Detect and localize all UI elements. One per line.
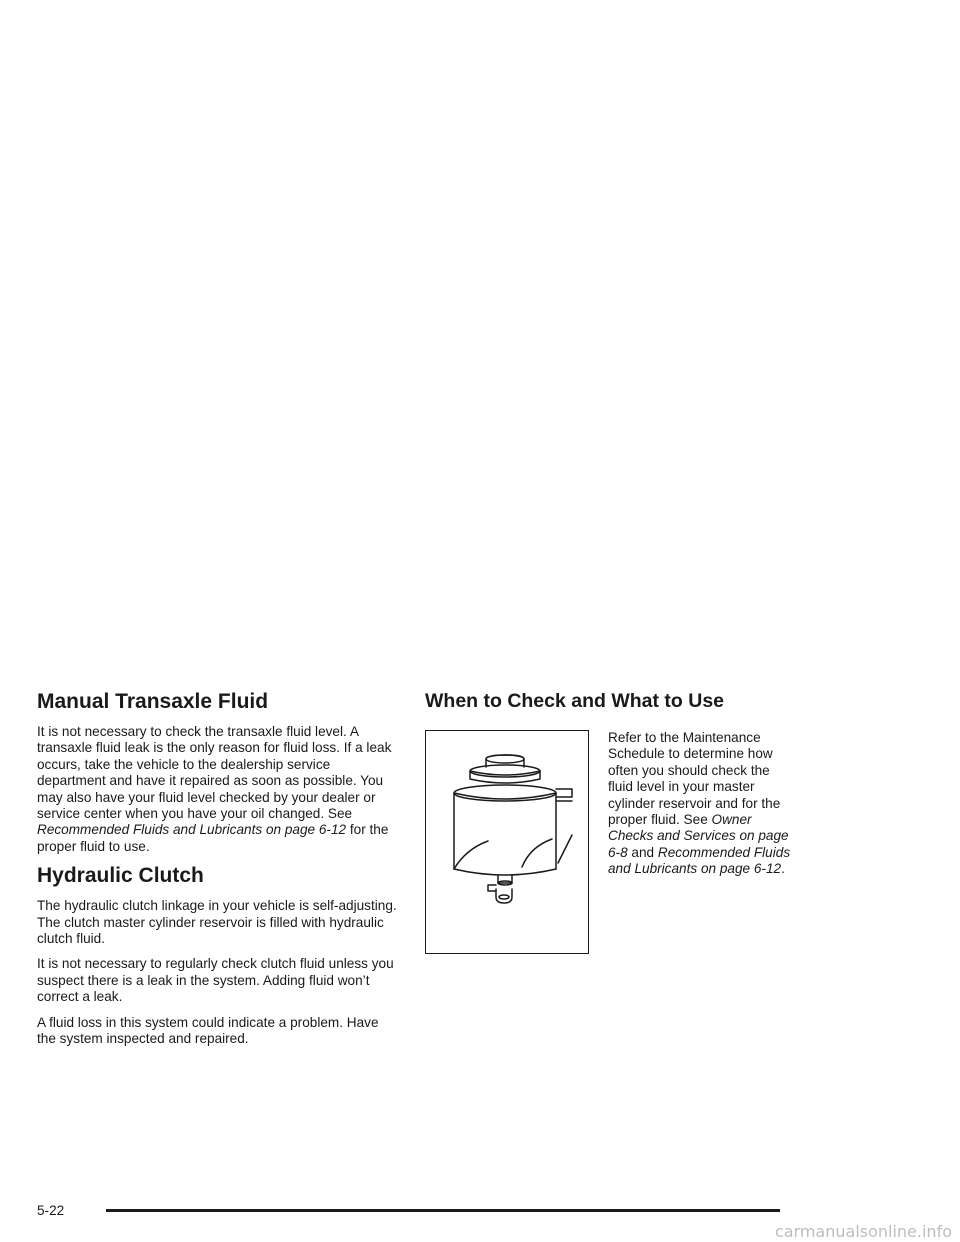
when-to-check-text [608,730,798,878]
recommended-fluids-link[interactable]: Recommended Fluids and Lubricants on page 6-12 [608,844,791,877]
hydraulic-clutch-paragraph-3: A fluid loss in this system could indicate a problem. Have the system inspected and repaired. [37,1014,379,1047]
when-to-check-intro: Refer to the Maintenance Schedule to determine how often you should check the fluid level in your master cylinder reservoir and for the proper fluid. See [608,730,781,828]
clutch-reservoir-icon [426,731,588,953]
page-number: 5-22 [37,1203,65,1218]
manual-transaxle-heading: Manual Transaxle Fluid [37,690,269,713]
and-connector: and [627,844,658,860]
manual-transaxle-text: It is not necessary to check the transaxle fluid level. A transaxle fluid leak is the only reason for fluid loss. If a leak occurs, take the vehicle to the dealership service department and have it repaired as soon as possible. You may also have your fluid level checked by your dealer or service center when you have your oil changed. See [37,724,392,822]
hydraulic-clutch-paragraph-1: The hydraulic clutch linkage in your vehicle is self-adjusting. The clutch master cylinder reservoir is filled with hydraulic clutch fluid. [37,898,397,947]
right-column [425,690,805,877]
owner-checks-link[interactable]: Owner Checks and Services on page 6-8 [608,812,789,860]
when-to-check-heading: When to Check and What to Use [425,690,725,712]
hydraulic-clutch-paragraph-2: It is not necessary to regularly check clutch fluid unless you suspect there is a leak in the system. Adding fluid won’t correct a leak. [37,956,394,1005]
footer-rule [106,1209,780,1212]
when-to-check-end: . [781,861,785,877]
fluids-reference-link[interactable]: Recommended Fluids and Lubricants on page 6-12 [37,822,347,838]
reservoir-illustration [425,730,589,954]
left-column [37,690,399,1057]
hydraulic-clutch-heading: Hydraulic Clutch [37,864,204,888]
manual-transaxle-paragraph [37,724,399,855]
manual-transaxle-tail: for the proper fluid to use. [37,822,389,854]
watermark: carmanualsonline.info [774,1222,952,1241]
